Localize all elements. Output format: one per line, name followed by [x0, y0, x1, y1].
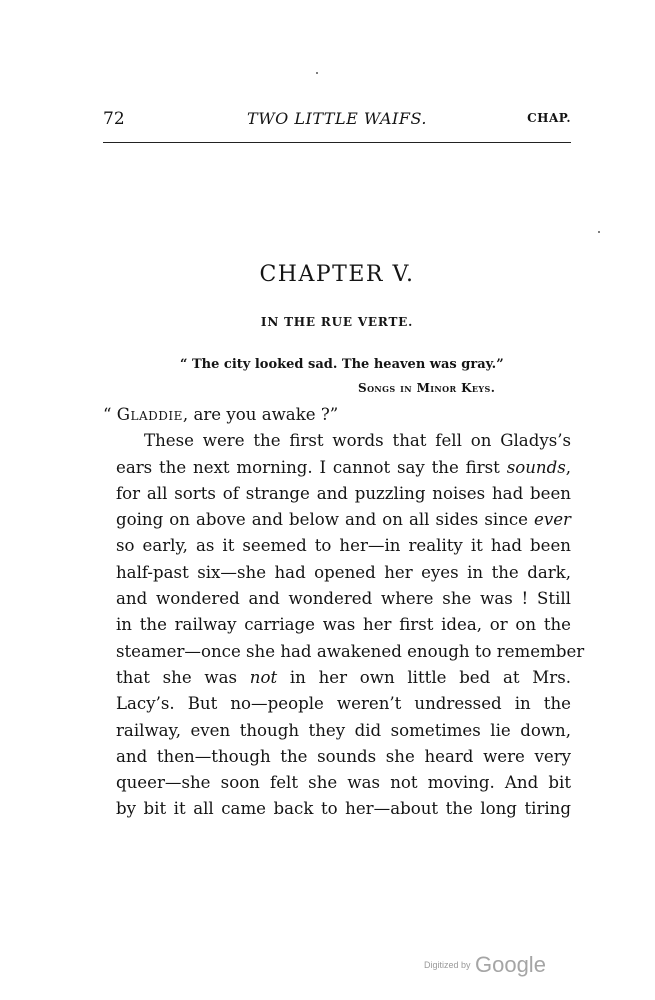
text-line: and wondered and wondered where she was ! Still [116, 589, 571, 609]
chapter-abbreviation: CHAP. [527, 111, 571, 125]
text-line: queer—she soon felt she was not moving. And bit [116, 773, 571, 793]
text-line: These were the first words that fell on Gladys’s [144, 431, 571, 451]
text-line: and then—though the sounds she heard were very [116, 746, 571, 766]
header-rule [103, 142, 571, 143]
text-line: railway, even though they did sometimes lie down, [116, 720, 571, 740]
speck-mark [316, 72, 318, 74]
text-line: for all sorts of strange and puzzling noises had been [116, 483, 571, 503]
running-title: TWO LITTLE WAIFS. [247, 109, 427, 128]
watermark-prefix: Digitized by [424, 960, 471, 970]
text-line: Lacy’s. But no—people weren’t undressed in the [116, 694, 571, 714]
text-line: “ Gladdie, are you awake ?” [103, 405, 339, 424]
text-line: half-past six—she had opened her eyes in the dark, [116, 562, 571, 582]
page-number: 72 [103, 109, 125, 129]
chapter-subtitle: IN THE RUE VERTE. [260, 315, 414, 329]
text-line: steamer—once she had awakened enough to remember [116, 641, 585, 661]
epigraph-source: Songs in Minor Keys. [358, 381, 496, 395]
text-line: going on above and below and on all sides since ever [116, 510, 571, 530]
text-line: so early, as it seemed to her—in reality it had been [116, 536, 571, 556]
text-line: that she was not in her own little bed at Mrs. [116, 667, 571, 687]
speck-mark [598, 231, 600, 233]
text-line: in the railway carriage was her first idea, or on the [116, 615, 571, 635]
chapter-heading: CHAPTER V. [259, 262, 415, 287]
digitization-watermark [424, 952, 546, 978]
text-line: by bit it all came back to her—about the long tiring [116, 799, 571, 819]
text-line: ears the next morning. I cannot say the first sounds, [116, 457, 571, 477]
running-head [103, 109, 571, 139]
body-text [103, 402, 585, 823]
google-logo: Google [474, 952, 546, 977]
epigraph-quote: “ The city looked sad. The heaven was gray.” [180, 357, 504, 372]
